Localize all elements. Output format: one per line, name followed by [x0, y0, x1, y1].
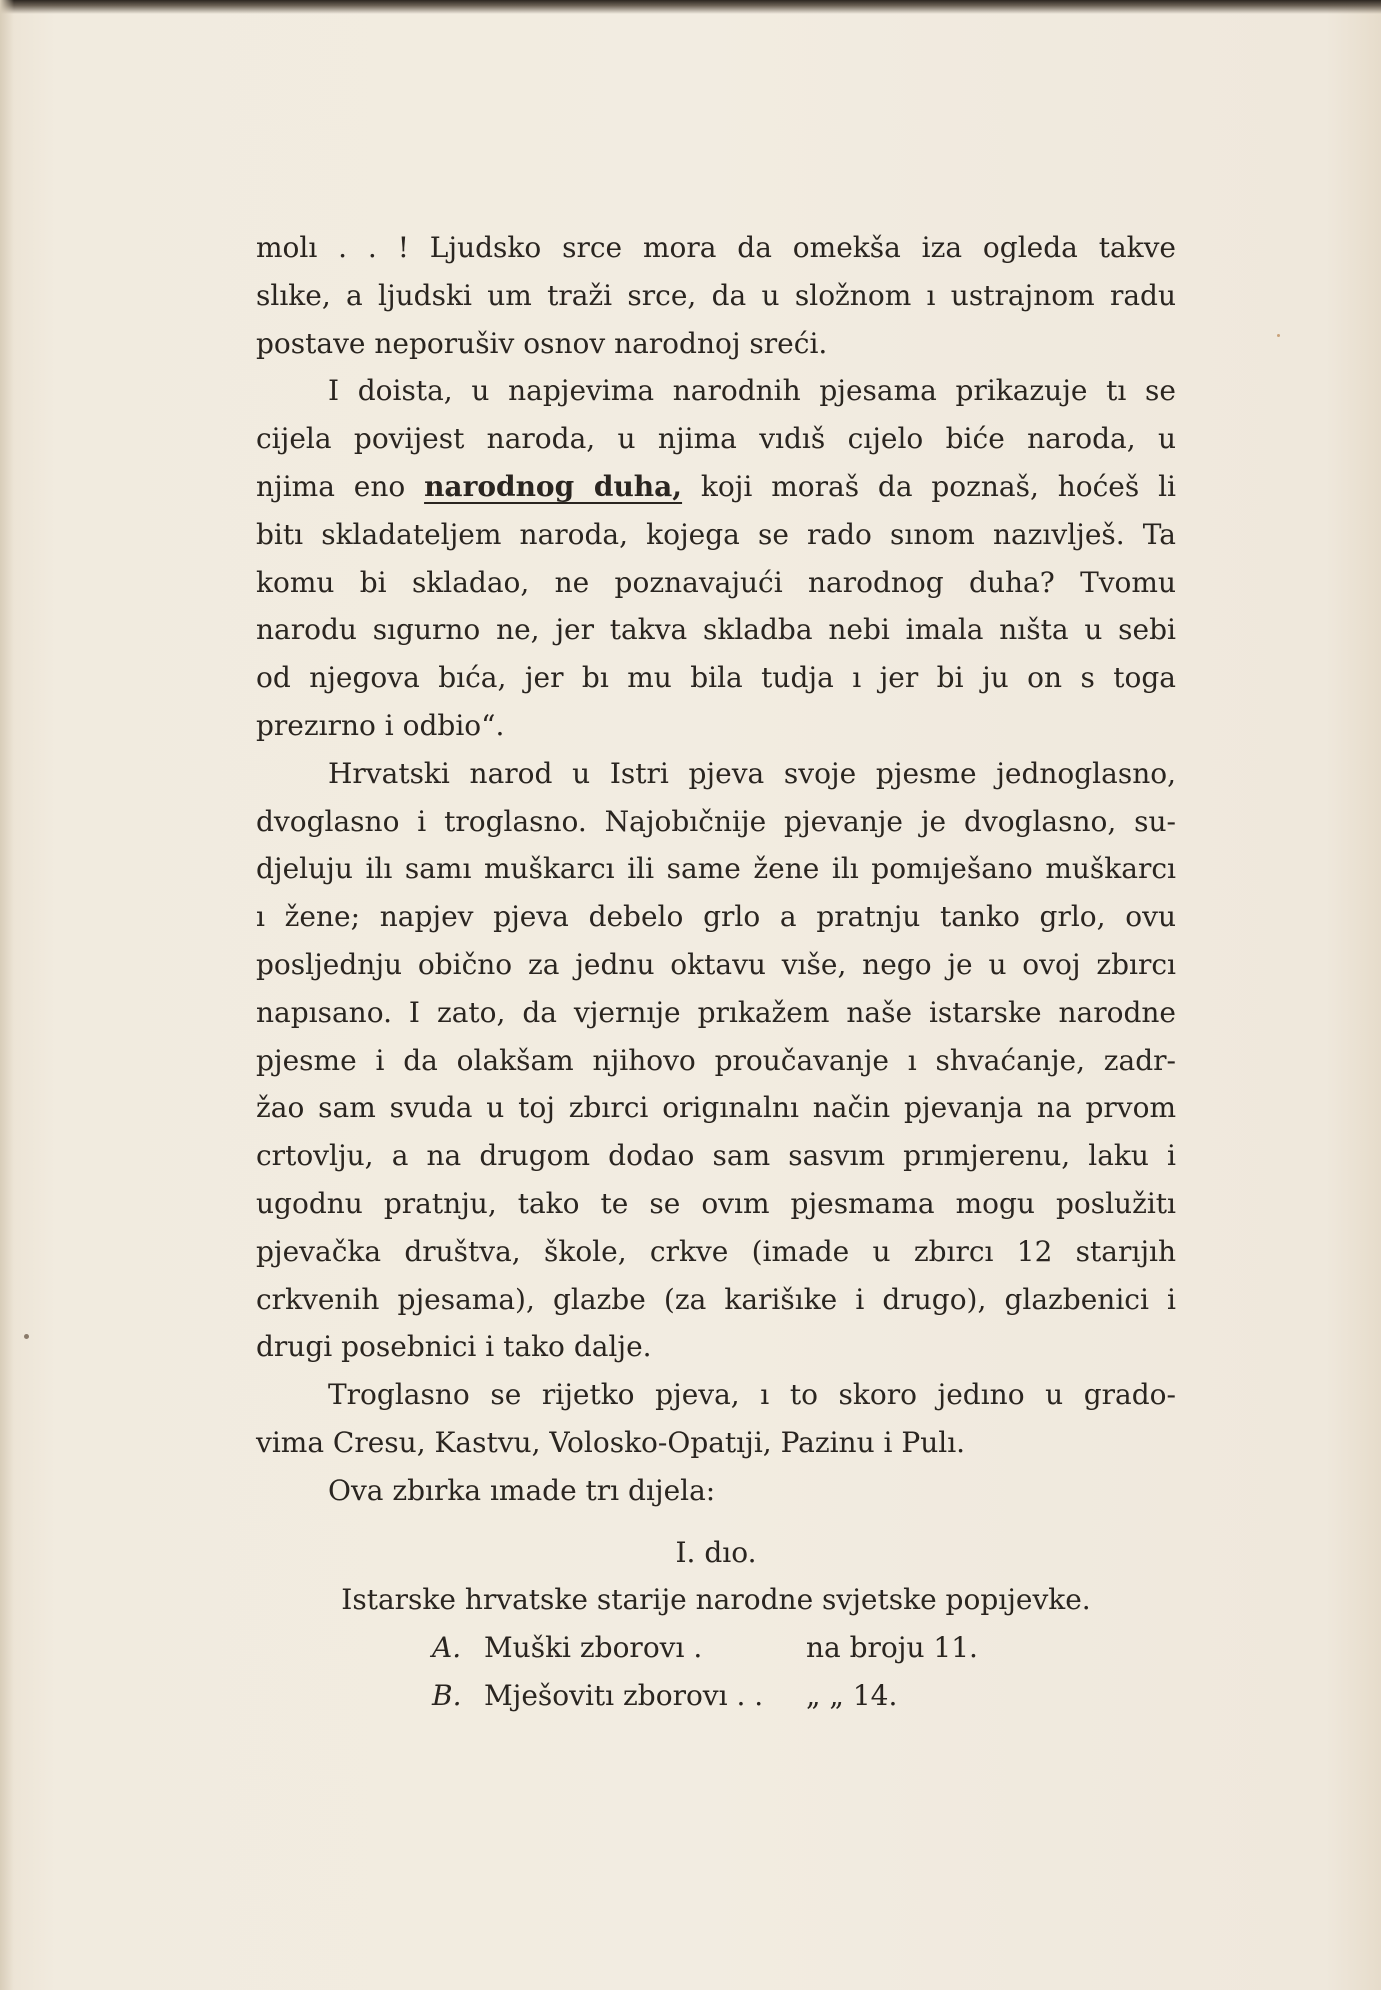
text-span: njima eno: [256, 469, 425, 503]
text-line: narodu sıgurno ne, jer takva skladba nebi imala nıšta u sebi: [256, 613, 1176, 647]
page-top-edge: [0, 0, 1381, 14]
paper-speck: [1277, 334, 1280, 337]
text-line: vima Cresu, Kastvu, Volosko-Opatıji, Pazinu i Pulı.: [256, 1425, 966, 1459]
toc-title: Mješovitı zborovı . .: [484, 1678, 764, 1712]
text-line: Ova zbırka ımade trı dıjela:: [328, 1473, 716, 1507]
text-line: žao sam svuda u toj zbırci origınalnı način pjevanja na prvom: [256, 1091, 1176, 1125]
text-line: [256, 463, 1176, 511]
text-line: pjevačka društva, škole, crkve (imade u zbırcı 12 starıjıh: [256, 1234, 1176, 1268]
text-line: prezırno i odbio“.: [256, 708, 505, 742]
text-line: molı . . ! Ljudsko srce mora da omekša iza ogleda takve: [256, 231, 1176, 264]
toc-row: [256, 1624, 1176, 1672]
paper-speck: [24, 1334, 29, 1339]
text-line: od njegova bıća, jer bı mu bila tudja ı jer bi ju on s toga: [256, 661, 1176, 695]
underlined-phrase: narodnog duha,: [424, 469, 683, 503]
text-line: drugi posebnici i tako dalje.: [256, 1330, 652, 1364]
text-line: djeluju ilı samı muškarcı ili same žene ilı pomıješano muškarcı: [256, 852, 1176, 886]
text-line: crtovlju, a na drugom dodao sam sasvım prımjerenu, laku i: [256, 1139, 1176, 1173]
text-span: koji moraš da poznaš, hoćeš li: [682, 469, 1176, 503]
text-line: posljednju obično za jednu oktavu vıše, nego je u ovoj zbırcı: [256, 947, 1176, 981]
text-line: Troglasno se rijetko pjeva, ı to skoro jedıno u grado-: [328, 1378, 1176, 1412]
toc-letter: A.: [432, 1631, 462, 1665]
text-line: komu bi skladao, ne poznavajući narodnog duha? Tvomu: [256, 565, 1176, 599]
text-line: pjesme i da olakšam njihovo proučavanje ı shvaćanje, zadr-: [256, 1043, 1176, 1077]
text-line: cijela povijest naroda, u njima vıdıš cıjelo biće naroda, u: [256, 422, 1176, 456]
body-text: [256, 224, 1176, 1720]
text-line: bitı skladateljem naroda, kojega se rado sınom nazıvlješ. Ta: [256, 517, 1176, 551]
text-line: napısano. I zato, da vjernıje prıkažem naše istarske narodne: [256, 995, 1176, 1029]
part-title: Istarske hrvatske starije narodne svjetske popıjevke.: [341, 1583, 1091, 1617]
part-heading: I. dıo.: [675, 1535, 757, 1569]
toc-row: [256, 1672, 1176, 1720]
text-line: postave neporušiv osnov narodnoj sreći.: [256, 326, 828, 360]
toc-count: „ „ 14.: [806, 1678, 898, 1712]
toc-count: na broju 11.: [806, 1631, 978, 1665]
text-line: ı žene; napjev pjeva debelo grlo a pratnju tanko grlo, ovu: [256, 900, 1176, 934]
page-left-edge: [0, 0, 14, 1990]
text-line: I doista, u napjevima narodnih pjesama prikazuje tı se: [328, 374, 1176, 408]
text-line: Hrvatski narod u Istri pjeva svoje pjesme jednoglasno,: [328, 756, 1176, 790]
text-line: crkvenih pjesama), glazbe (za karišıke i drugo), glazbenici i: [256, 1282, 1176, 1316]
text-line: slıke, a ljudski um traži srce, da u složnom ı ustrajnom radu: [256, 278, 1176, 312]
toc-letter: B.: [432, 1678, 462, 1712]
text-line: ugodnu pratnju, tako te se ovım pjesmama mogu poslužitı: [256, 1186, 1176, 1220]
text-line: dvoglasno i troglasno. Najobıčnije pjevanje je dvoglasno, su-: [256, 804, 1176, 838]
toc-title: Muški zborovı .: [484, 1631, 703, 1665]
